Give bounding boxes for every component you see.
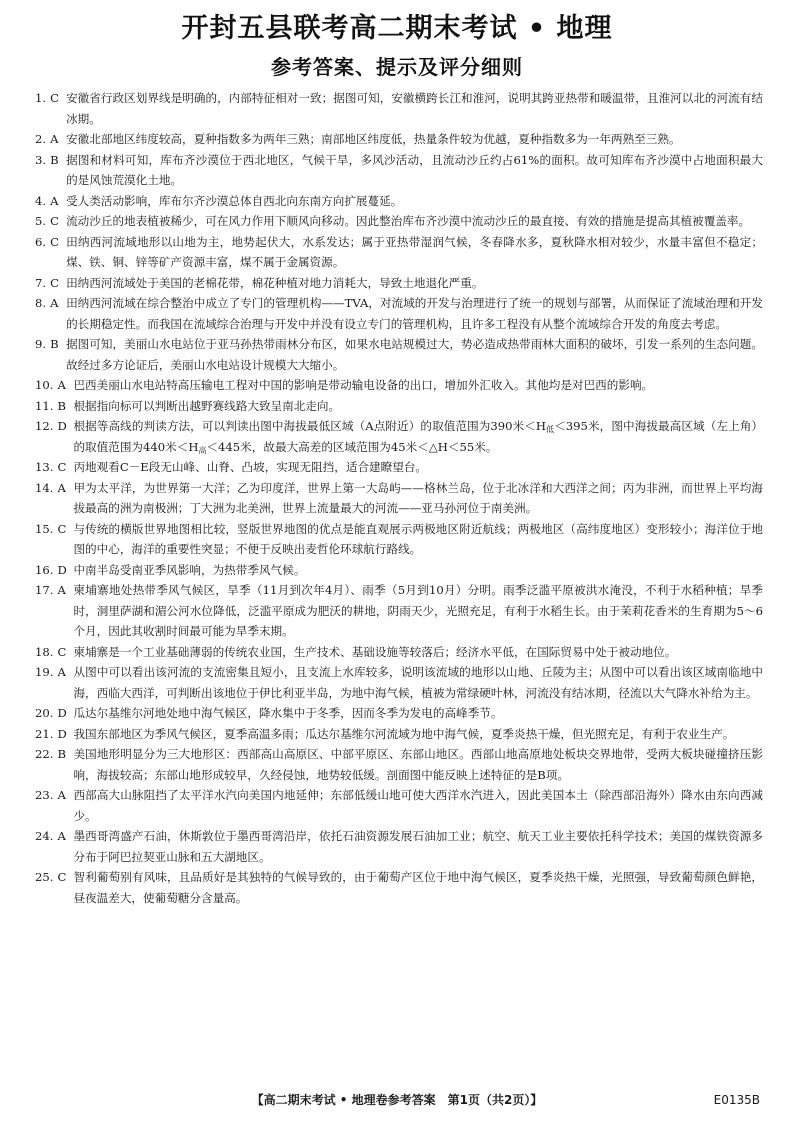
page-title: 开封五县联考高二期末考试 • 地理 xyxy=(181,13,613,44)
answer-number: 3. xyxy=(35,152,47,167)
answer-explanation xyxy=(73,416,763,457)
answer-explanation: 田纳西河流域处于美国的老棉花带，棉花种植对地力消耗大，导致土地退化严重。 xyxy=(66,275,484,290)
page-footer xyxy=(0,1090,794,1110)
answer-explanation: 与传统的横版世界地图相比较，竖版世界地图的优点是能直观展示两极地区附近航线；两极地区（高纬度地区）变形较小；海洋位于地图的中心，海洋的重要性突显；不便于反映出麦哲伦环球航行路线。 xyxy=(73,521,763,556)
answer-explanation: 据图和材料可知，库布齐沙漠位于西北地区，气候干旱，多风沙活动，且流动沙丘约占61%的面积。故可知库布齐沙漠中占地面积最大的是风蚀荒漠化土地。 xyxy=(66,152,763,187)
answer-explanation: 流动沙丘的地表植被稀少，可在风力作用下顺风向移动。因此整治库布齐沙漠中流动沙丘的最直接、有效的措施是提高其植被覆盖率。 xyxy=(66,214,751,228)
answer-number: 22. xyxy=(35,747,54,761)
answer-item xyxy=(35,744,763,785)
answer-item xyxy=(35,703,763,724)
answer-item xyxy=(35,580,763,642)
subscript: 低 xyxy=(546,425,555,434)
answer-explanation: 柬埔寨是一个工业基础薄弱的传统农业国，生产技术、基础设施等较落后；经济水平低，在国际贸易中处于被动地位。 xyxy=(73,644,677,659)
answer-item xyxy=(35,396,763,417)
answer-item xyxy=(35,211,763,232)
answer-choice: C xyxy=(57,460,67,474)
answer-number: 9. xyxy=(35,337,47,351)
answer-item xyxy=(35,129,763,150)
footer-page-info: 【高二期末考试 • 地理卷参考答案 第1页（共2页）】 xyxy=(251,1093,543,1107)
answer-item xyxy=(35,457,763,478)
answer-number: 10. xyxy=(35,378,54,392)
answer-number: 11. xyxy=(35,398,54,413)
answer-number: 21. xyxy=(35,726,54,741)
answer-item xyxy=(35,150,763,191)
answer-number: 7. xyxy=(35,275,47,290)
answer-number: 8. xyxy=(35,296,47,310)
answer-item xyxy=(35,642,763,663)
answer-choice: A xyxy=(50,193,59,208)
answer-explanation: 根据指向标可以判断出越野赛线路大致呈南北走向。 xyxy=(73,398,341,413)
answer-list xyxy=(35,88,763,908)
answer-explanation: 智利葡萄别有风味，且品质好是其独特的气候导致的，由于葡萄产区位于地中海气候区，夏季炎热干燥，光照强，导致葡萄颜色鲜艳，昼夜温差大，使葡萄糖分含量高。 xyxy=(73,870,763,905)
answer-choice: A xyxy=(50,296,59,310)
explanation-part: ＜395米，图中海拔最高区域（左上角）的取值范围为440米＜H xyxy=(73,419,764,454)
answer-item xyxy=(35,416,763,457)
answer-choice: A xyxy=(57,480,66,495)
answer-choice: C xyxy=(50,214,59,228)
answer-explanation: 安徽北部地区纬度较高，夏种指数多为两年三熟；南部地区纬度低，热量条件较为优越，夏种指数多为一年两熟至三熟。 xyxy=(66,132,681,146)
answer-explanation: 中南半岛受南亚季风影响，为热带季风气候。 xyxy=(73,562,306,577)
answer-number: 17. xyxy=(35,583,54,597)
answer-number: 6. xyxy=(35,234,47,249)
answer-item xyxy=(35,662,763,703)
answer-number: 12. xyxy=(35,419,54,433)
answer-choice: B xyxy=(50,337,59,351)
answer-item xyxy=(35,519,763,560)
answer-number: 25. xyxy=(35,870,54,884)
answer-choice: A xyxy=(57,583,66,597)
answer-explanation: 巴西美丽山水电站特高压输电工程对中国的影响是带动输电设备的出口，增加外汇收入。其他均是对巴西的影响。 xyxy=(73,378,654,392)
answer-explanation: 柬埔寨地处热带季风气候区，旱季（11月到次年4月）、雨季（5月到10月）分明。雨季泛滥平原被洪水淹没，不利于水稻种植；旱季时，洞里萨湖和湄公河水位降低，泛滥平原成为肥沃的耕地，阴雨天少，光照充足，有利于水稻生长。由于茉莉花香米的生育期为5～6个月，因此其收割时间最可能为旱季末期。 xyxy=(73,583,763,638)
answer-item xyxy=(35,826,763,867)
answer-choice: D xyxy=(57,562,67,577)
answer-number: 5. xyxy=(35,214,47,228)
answer-number: 23. xyxy=(35,788,54,802)
footer-code: E0135B xyxy=(713,1093,760,1107)
answer-explanation: 我国东部地区为季风气候区，夏季高温多雨；瓜达尔基维尔河流域为地中海气候，夏季炎热干燥，但光照充足，有利于农业生产。 xyxy=(73,726,735,741)
page-subtitle: 参考答案、提示及评分细则 xyxy=(271,55,523,79)
answer-choice: A xyxy=(57,378,66,392)
answer-choice: B xyxy=(57,398,66,413)
answer-item xyxy=(35,88,763,129)
answer-choice: A xyxy=(57,665,66,679)
subscript: 高 xyxy=(198,445,207,455)
answer-choice: C xyxy=(57,521,67,536)
answer-explanation: 墨西哥湾盛产石油，休斯敦位于墨西哥湾沿岸，依托石油资源发展石油加工业；航空、航天工业主要依托科学技术；美国的煤铁资源多分布于阿巴拉契亚山脉和五大湖地区。 xyxy=(73,829,763,864)
answer-number: 20. xyxy=(35,706,54,720)
answer-choice: A xyxy=(57,788,66,802)
answer-explanation: 美国地形明显分为三大地形区：西部高山高原区、中部平原区、东部山地区。西部山地高原地处板块交界地带，受两大板块碰撞挤压影响，海拔较高；东部山地形成较早，久经侵蚀，地势较低缓。剖面图中能反映上述特征的是B项。 xyxy=(73,747,763,782)
answer-choice: C xyxy=(57,644,67,659)
answer-choice: A xyxy=(57,829,66,843)
answer-item xyxy=(35,724,763,745)
answer-item xyxy=(35,478,763,519)
answer-item xyxy=(35,560,763,581)
answer-number: 4. xyxy=(35,193,47,208)
answer-item xyxy=(35,334,763,375)
answer-explanation: 从图中可以看出该河流的支流密集且短小，且支流上水库较多，说明该流域的地形以山地、丘陵为主；从图中可以看出该区域南临地中海，西临大西洋，可判断出该地位于伊比利亚半岛，为地中海气候，植被为常绿硬叶林，河流没有结冰期，径流以大气降水补给为主。 xyxy=(73,665,763,700)
answer-number: 16. xyxy=(35,562,54,577)
answer-item xyxy=(35,785,763,826)
answer-explanation: 丙地观看C－E段无山峰、山脊、凸坡，实现无阻挡，适合建瞭望台。 xyxy=(73,460,428,474)
answer-choice: D xyxy=(57,419,67,433)
answer-number: 13. xyxy=(35,460,54,474)
answer-explanation: 田纳西河流域地形以山地为主，地势起伏大，水系发达；属于亚热带湿润气候，冬春降水多，夏秋降水相对较少，水量丰富但不稳定；煤、铁、铜、锌等矿产资源丰富，煤不属于金属资源。 xyxy=(66,234,763,269)
answer-number: 14. xyxy=(35,480,54,495)
answer-explanation: 田纳西河流域在综合整治中成立了专门的管理机构——TVA，对流域的开发与治理进行了统一的规划与部署，从而保证了流域治理和开发的长期稳定性。而我国在流域综合治理与开发中并没有设立专门的管理机构，且许多工程没有从整个流域综合开发的角度去考虑。 xyxy=(66,296,763,331)
answer-item xyxy=(35,867,763,908)
answer-item xyxy=(35,232,763,273)
answer-item xyxy=(35,375,763,396)
answer-choice: B xyxy=(50,152,59,167)
answer-explanation: 瓜达尔基维尔河地处地中海气候区，降水集中于冬季，因而冬季为发电的高峰季节。 xyxy=(73,706,503,720)
explanation-part: 根据等高线的判读方法，可以判读出图中海拔最低区域（A点附近）的取值范围为390米＜H xyxy=(73,419,547,433)
answer-item xyxy=(35,191,763,212)
answer-choice: C xyxy=(50,91,59,105)
answer-choice: D xyxy=(57,706,67,720)
answer-item xyxy=(35,293,763,334)
answer-explanation: 甲为太平洋，为世界第一大洋；乙为印度洋，世界上第一大岛屿——格林兰岛，位于北冰洋和大西洋之间；丙为非洲，而世界上平均海拔最高的洲为南极洲；丁大洲为北美洲，世界上流量最大的河流——亚马孙河位于南美洲。 xyxy=(73,480,763,515)
answer-choice: B xyxy=(57,747,66,761)
answer-choice: D xyxy=(57,726,67,741)
answer-explanation: 西部高大山脉阻挡了太平洋水汽向美国内地延伸；东部低缓山地可使大西洋水汽进入，因此美国本土（除西部沿海外）降水由东向西减少。 xyxy=(73,788,763,823)
answer-number: 1. xyxy=(35,91,47,105)
answer-choice: C xyxy=(50,234,59,249)
answer-number: 15. xyxy=(35,521,54,536)
answer-choice: C xyxy=(50,275,59,290)
answer-explanation: 安徽省行政区划界线是明确的，内部特征相对一致；据图可知，安徽横跨长江和淮河，说明其跨亚热带和暖温带，且淮河以北的河流有结冰期。 xyxy=(66,91,763,126)
answer-item xyxy=(35,273,763,294)
answer-choice: A xyxy=(50,132,59,146)
answer-number: 24. xyxy=(35,829,54,843)
answer-number: 19. xyxy=(35,665,54,679)
answer-number: 18. xyxy=(35,644,54,659)
answer-number: 2. xyxy=(35,132,47,146)
explanation-part: ＜445米，故最大高差的区域范围为45米＜△H＜55米。 xyxy=(206,439,498,454)
answer-explanation: 受人类活动影响，库布尔齐沙漠总体自西北向东南方向扩展蔓延。 xyxy=(66,193,403,208)
answer-choice: C xyxy=(57,870,67,884)
answer-explanation: 据图可知，美丽山水电站位于亚马孙热带雨林分布区，如果水电站规模过大，势必造成热带雨林大面积的破坏，引发一系列的生态问题。故经过多方论证后，美丽山水电站设计规模大大缩小。 xyxy=(66,337,763,372)
